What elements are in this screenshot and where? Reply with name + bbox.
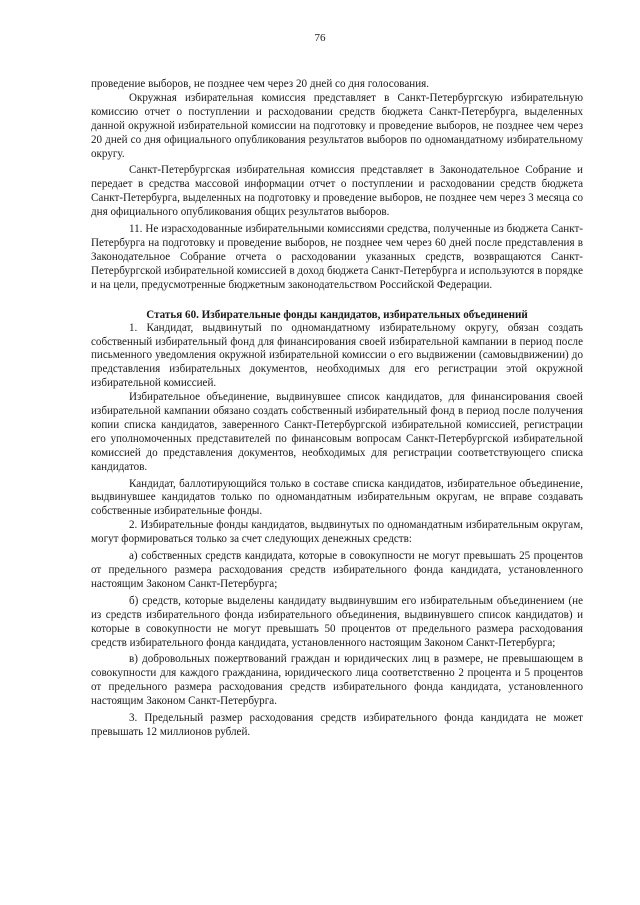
paragraph-list-candidate: Кандидат, баллотирующийся только в составе списка кандидатов, избирательное объединение, выдвинувшее кандидатов только по одномандатным избирательным округам, не вправе создавать собственные избирательные фонды.: [91, 477, 583, 518]
paragraph-continuation: проведение выборов, не позднее чем через 20 дней со дня голосования.: [91, 78, 430, 90]
paragraph-spb-commission-report: Санкт-Петербургская избирательная комиссия представляет в Законодательное Собрание и передает в средства массовой информации отчет о поступлении и расходовании средств бюджета Санкт-Петербурга, выделенных на подготовку и проведение выборов, не позднее чем через 3 месяца со дня официального опубликования общих результатов выборов.: [91, 164, 583, 219]
document-body: [91, 78, 583, 740]
paragraph-item-2: 2. Избирательные фонды кандидатов, выдвинутых по одномандатным избирательным округам, могут формироваться только за счет следующих денежных средств:: [91, 519, 583, 546]
paragraph-subitem-a: а) собственных средств кандидата, которые в совокупности не могут превышать 25 процентов от предельного размера расходования средств избирательного фонда кандидата, установленного настоящим Законом Санкт-Петербурга;: [91, 550, 583, 590]
article-heading: Статья 60. Избирательные фонды кандидатов, избирательных объединений: [146, 308, 528, 321]
paragraph-item-1: 1. Кандидат, выдвинутый по одномандатному избирательному округу, обязан создать собственный избирательный фонд для финансирования своей избирательной кампании в период после письменного уведомления окружной избирательной комиссии о его выдвижении (самовыдвижении) до представления избирательных документов, необходимых для его регистрации этой окружной избирательной комиссией.: [91, 321, 583, 390]
paragraph-item-11: 11. Не израсходованные избирательными комиссиями средства, полученные из бюджета Санкт-Петербурга на подготовку и проведение выборов, не позднее чем через 60 дней после представления в Законодательное Собрание отчета о расходовании указанных средств, возвращаются Санкт-Петербургской избирательной комиссией в доход бюджета Санкт-Петербурга и используются в порядке и на цели, предусмотренные бюджетным законодательством Российской Федерации.: [91, 223, 583, 291]
paragraph-electoral-association: Избирательное объединение, выдвинувшее список кандидатов, для финансирования своей избирательной кампании обязано создать собственный избирательный фонд в период после получения копии списка кандидатов, заверенного Санкт-Петербургской избирательной комиссией, регистрации его уполномоченных представителей по финансовым вопросам Санкт-Петербургской избирательной комиссией до представления документов, необходимых для регистрации соответствующего списка кандидатов.: [91, 391, 583, 473]
paragraph-subitem-b: б) средств, которые выделены кандидату выдвинувшим его избирательным объединением (не из средств избирательного фонда избирательного объединения, выдвинувшего список кандидатов) и которые в совокупности не могут превышать 50 процентов от предельного размера расходования средств избирательного фонда кандидата, установленного настоящим Законом Санкт-Петербурга;: [91, 594, 583, 649]
paragraph-district-commission-report: Окружная избирательная комиссия представляет в Санкт-Петербургскую избирательную комиссию отчет о поступлении и расходовании средств бюджета Санкт-Петербурга, выделенных данной окружной избирательной комиссии на подготовку и проведение выборов, не позднее чем через 20 дней со дня официального опубликования результатов выборов по одномандатному избирательному округу.: [91, 91, 583, 160]
paragraph-item-3: 3. Предельный размер расходования средств избирательного фонда кандидата не может превышать 12 миллионов рублей.: [91, 712, 583, 738]
paragraph-subitem-v: в) добровольных пожертвований граждан и юридических лиц в размере, не превышающем в совокупности для каждого гражданина, юридического лица соответственно 2 процента и 5 процентов от предельного размера расходования средств избирательного фонда кандидата, установленного настоящим Законом Санкт-Петербурга.: [91, 653, 583, 708]
page-number: 76: [314, 32, 326, 44]
